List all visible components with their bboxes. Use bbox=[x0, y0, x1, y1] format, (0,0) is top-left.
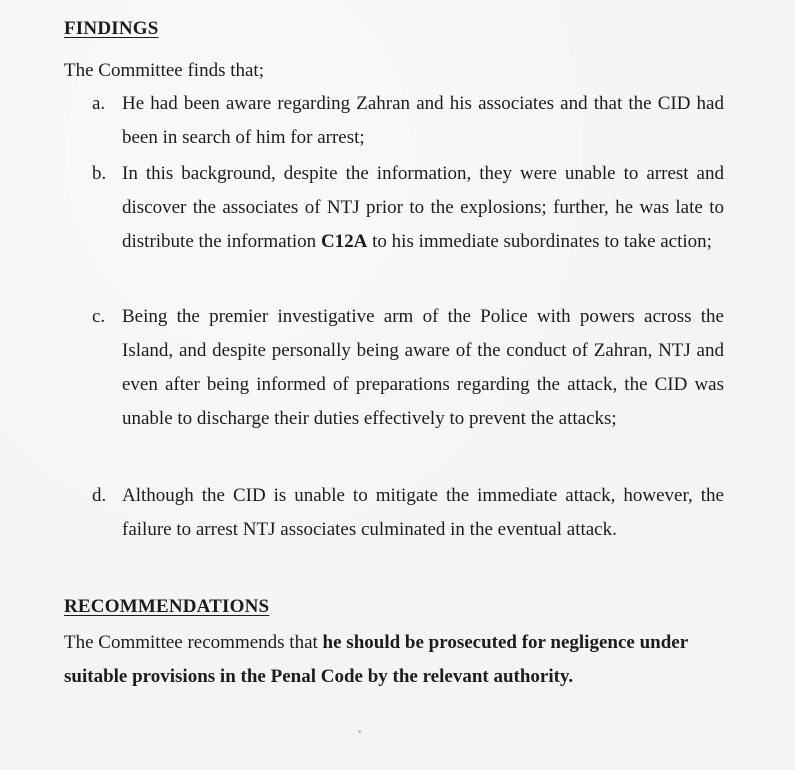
recommendation-bold-text: he should be prosecuted for negligence under suitable provisions in the Penal Code by the relevant authority. bbox=[64, 632, 688, 687]
finding-text: Although the CID is unable to mitigate the immediate attack, however, the failure to arrest NTJ associates culminated in the eventual attack. bbox=[122, 485, 724, 540]
finding-item-d bbox=[64, 479, 724, 547]
recommendations-heading: RECOMMENDATIONS bbox=[64, 596, 270, 617]
finding-item-c bbox=[64, 300, 724, 436]
recommendations-text bbox=[64, 626, 724, 694]
finding-marker: c. bbox=[92, 306, 106, 327]
finding-text bbox=[122, 157, 724, 259]
finding-marker: a. bbox=[92, 93, 106, 114]
finding-text: He had been aware regarding Zahran and his associates and that the CID had been in search of him for arrest; bbox=[122, 93, 724, 148]
finding-text: Being the premier investigative arm of the Police with powers across the Island, and despite personally being aware of the conduct of Zahran, NTJ and even after being informed of preparations regarding the attack, the CID was unable to discharge their duties effectively to prevent the attacks; bbox=[122, 306, 724, 429]
finding-marker: d. bbox=[92, 485, 107, 506]
finding-item-a bbox=[64, 87, 724, 155]
finding-marker: b. bbox=[92, 163, 107, 184]
findings-heading: FINDINGS bbox=[64, 18, 159, 39]
finding-text-part: In this background, despite the information, they were unable to arrest and discover the associates of NTJ prior to the explosions; further, he was late to distribute the information bbox=[122, 163, 724, 252]
paper-speck bbox=[358, 730, 361, 733]
finding-text-part: to his immediate subordinates to take action; bbox=[367, 231, 712, 252]
info-code: C12A bbox=[320, 231, 368, 252]
finding-item-b bbox=[64, 157, 724, 259]
recommendation-text-part: The Committee recommends that bbox=[64, 632, 323, 653]
findings-intro: The Committee finds that; bbox=[64, 60, 264, 81]
